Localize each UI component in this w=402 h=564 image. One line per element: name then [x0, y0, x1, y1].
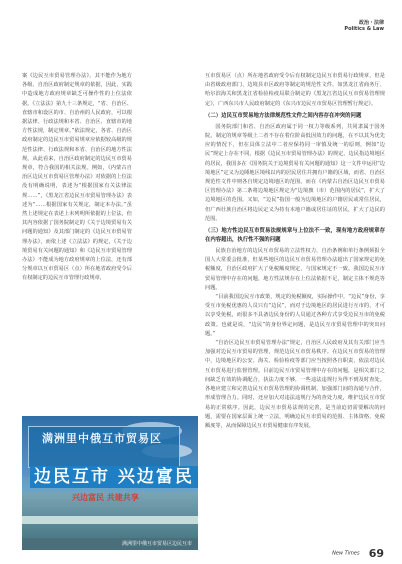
body-paragraph: 国务院部门和省、自治区政府属于同一权力等级系列，共同隶属于国务院。制定的规章等级上二者不存在着位阶高低因效力的问题，在不以其为优先应的情况下，但在具体立法中二者应保持同一审慎及统一的原则，例如“边民”规定上存在不同，根据《边民互市贸易管理办法》的规定，边民指边境地区的居民，我国多在《国务院关于边境贸易有关问题的通知》这一文件中运用“边境地区”定义为边陲地区境线以内的居民居住并拥有户籍的区域，而省、自治区规范性文件中则各自规定边境地区的范围。而在《内蒙古自治区边民互市贸易区管理办法》第二条将边境地区规定为“边境旗（市）范围内的居民”，扩大了边境地区的范围。又如，“边民”指国一般为边境地区的户籍居民或常住居民，但广西壮族自治区将边民定义为持有本地户籍或居住证的居民，扩大了边民的范围。: [205, 123, 385, 222]
photo-strip: [22, 516, 198, 524]
right-column: [205, 72, 385, 431]
left-column: [22, 72, 132, 284]
photo-slogan: 边民互市 兴边富民: [30, 466, 198, 488]
page-footer: [332, 543, 384, 562]
section-title-en: Politics & Law: [344, 26, 384, 32]
page-number: 69: [368, 547, 384, 560]
photo-caption: 满洲里中俄互市贸易区边民互市: [22, 538, 198, 550]
subheading: （三）地方性边民互市贸易法规规章与上位法不一致，现有地方政府规章存在内容超出，执行性不强的问题: [205, 228, 385, 244]
body-paragraph: 互市贸易区（点）所在地省政府受令后有权制定边民互市贸易行政规章，但是由省级政府部门、边境县市区政府等制定的规范性文件，如黑龙江省商务厅、哈尔滨海关和黑龙江省检验检疫局联合制定的《黑龙江省边民互市贸易管理规定》，广西东兴市人民政府制定的《东兴市边民互市贸易区管理暂行规定》。: [205, 73, 385, 107]
subheading: （二）边民互市贸易地方法律规范性文件之间内容存在冲突的问题: [205, 112, 362, 119]
section-title-cn: 政治・法律: [358, 20, 384, 26]
section-header: [344, 20, 384, 32]
magazine-name: New Times: [332, 550, 360, 557]
sign-text: 满洲里中俄互市贸易区: [42, 432, 162, 445]
body-paragraph: 民族自治地方的边民互市贸易的立法性权力，自治条例和单行条例须报全国人大常委会批准，但某些地区的边民互市贸易管理办法超出了国家规定的免税额度，自治区政府扩大了免税额度规定，与国家规定不一致。我国边民互市贸易管理中存在的问题，地方性法规存在上位法依据不足，制定主体不规范等问题。: [205, 248, 385, 291]
photo-red-text: 兴边富民 共建共享: [72, 493, 139, 502]
body-paragraph: “目前我国边民互市政策，规定的免税额度，实际操作中，“边民”身份，享受互市免税优惠的人员只有“边民”，而对于边境地区的居民进行互市的，才可以享受免税，而很多不具备边民身份的人员通过各种方式享受边民互市的免税政策。也就是说，“边民”的身份界定问题，是边民互市贸易管理中的突出问题。”: [205, 294, 385, 337]
body-paragraph: 案《边民互市贸易管理办法》，其不能作为地方各级、自治区政府制定规章的依据，因此，实践中造成地方政府规章缺乏可操作性的上位法依据。《立法法》第九十三条规定，“省、自治区、直辖市和设区的市、自治州的人民政府，可以根据法律、行政法规和本省、自治区、直辖市的地方性法规，制定规章。”依法规定，各省、自治区政府制定的边民互市贸易规章应依据较高级的规范性法律、行政法规和本省、自治区的地方性法规。从此看来，自治区政府制定的边民互市贸易规章，符合我国的相关法规。例如，《内蒙古自治区边民互市贸易区管理办法》对依据的上位法没有明确说明，表述为“根据国家有关法律法规……”，《黑龙江省边民互市贸易管理办法》表述为“……根据国家有关规定，制定本办法。”虽然上述规定在表述上未列明所依据的上位法，但其内容依据了国务院制定的《关于边境贸易有关问题的通知》及其部门制定的《边民互市贸易管理办法》，而依上述《立法法》的规定，《关于边境贸易有关问题的通知》和《边民互市贸易管理办法》不能成为地方政府规章的上位法，还有部分规章以互市贸易区（点）所在地省政府受令后有权制定的边民互市管理行政规章，: [22, 73, 132, 282]
body-paragraph: “自治区边民互市贸易管理办法”规定，自治区人民政府及其有关部门应当加强对边民互市贸易的管理，规范边民互市贸易秩序。在边民互市贸易的管理中，边境地区的公安、海关、检验检疫等部门应当按照各自职责，依法对边民互市贸易进行监督管理。目前边民互市贸易管理中存在的问题，是相关部门之间缺乏有效的协调配合，执法力度不够，一些违法违规行为得不到及时查处。各地应建立和完善边民互市贸易管理的协调机制，加强部门间的沟通与合作，形成管理合力。同时，还应加大对违法违规行为的查处力度，维护边民互市贸易的正常秩序。因此，边民互市贸易法规的完善，是当前迫切需要解决的问题，需要在国家层面上统一立法，明确边民互市贸易的范围、主体资格、免税额度等，从而保障边民互市贸易健康有序发展。: [205, 340, 385, 429]
article-photo: [22, 416, 198, 538]
